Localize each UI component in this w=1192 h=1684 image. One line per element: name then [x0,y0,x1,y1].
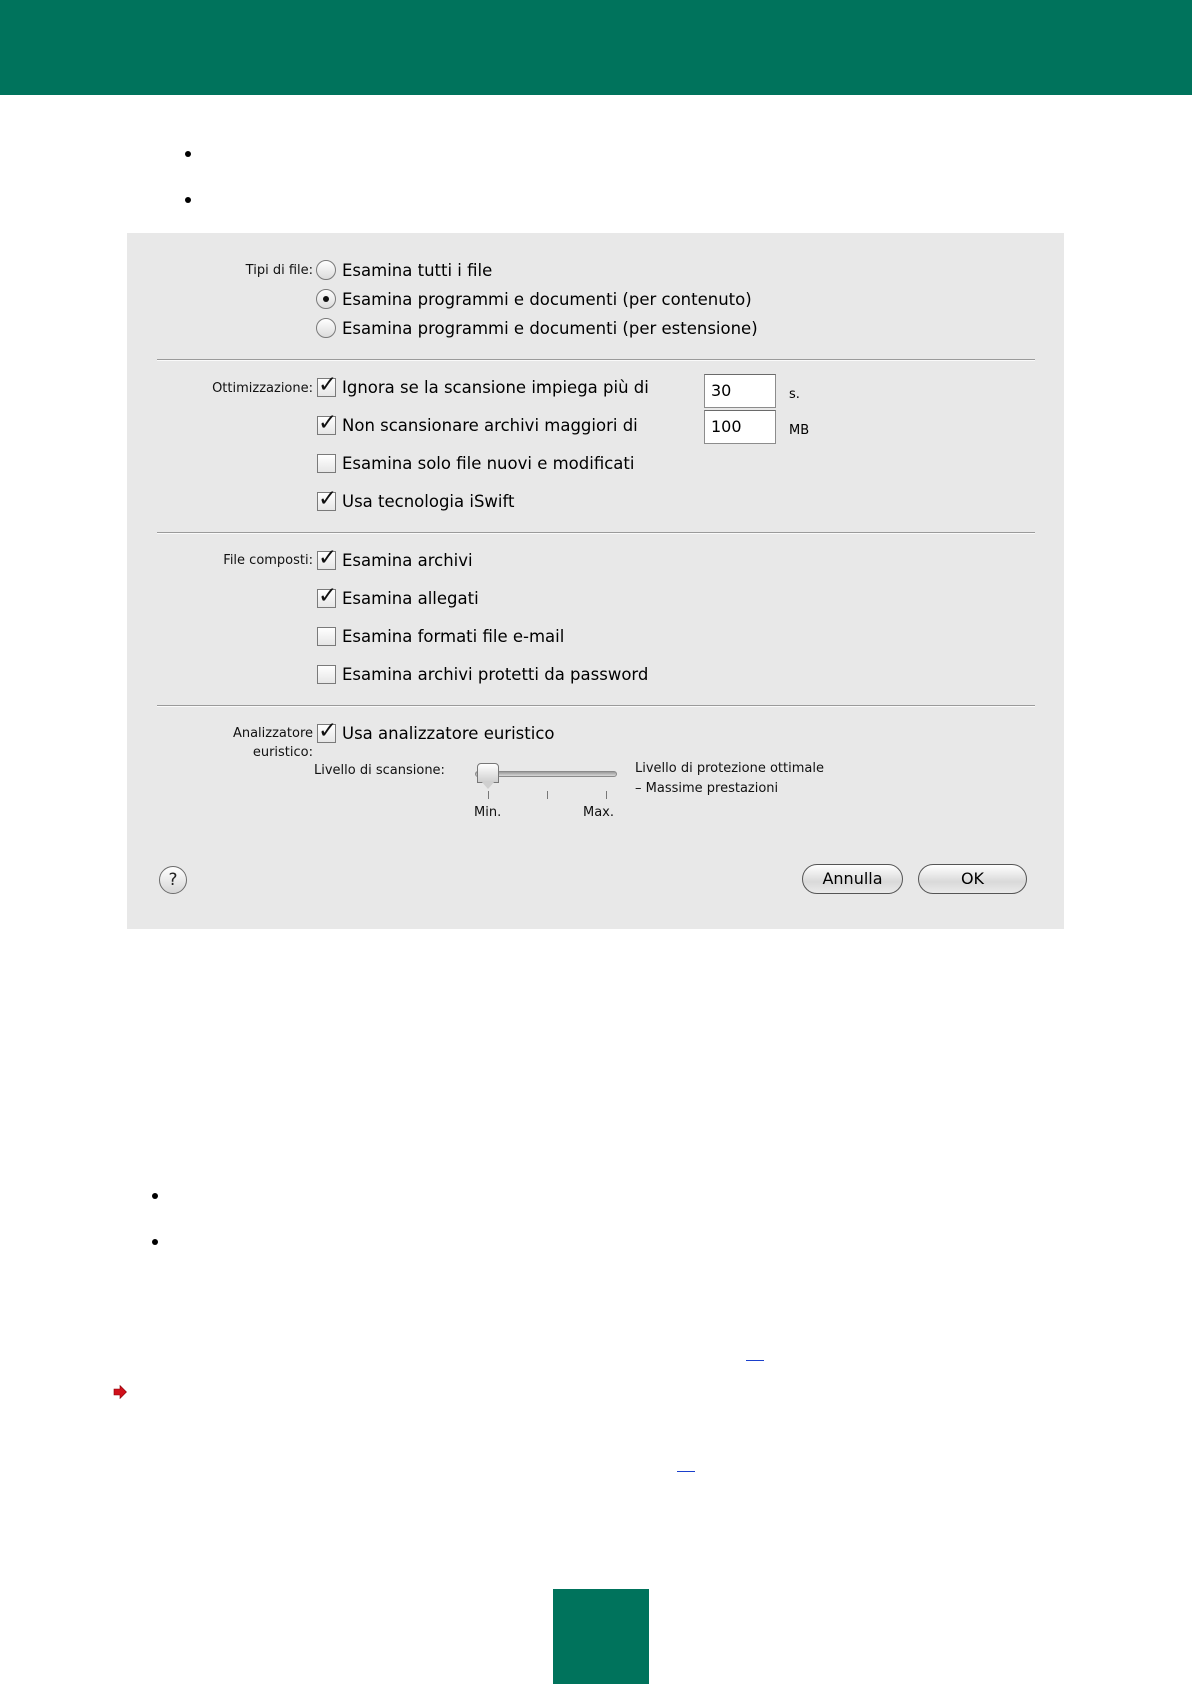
skip-archives-unit: MB [789,423,810,438]
checkbox-skip-archives[interactable] [317,413,638,437]
radio-button-selected-icon[interactable] [316,289,336,309]
heuristic-label-line1: Analizzatore [232,726,313,741]
checkbox-label: Esamina allegati [342,588,479,608]
bullet-icon [185,197,191,203]
skip-time-unit: s. [789,387,800,402]
separator [157,705,1035,707]
heuristic-label [133,724,313,762]
help-button[interactable]: ? [159,866,187,894]
checkbox-label: Usa tecnologia iSwift [342,491,515,511]
checkbox-password-archives[interactable] [317,662,648,686]
checkbox-new-modified[interactable] [317,451,634,475]
radio-all-files[interactable] [316,258,492,282]
radio-label: Esamina tutti i file [342,260,493,280]
slider-tick [606,791,607,799]
checkbox-label: Usa analizzatore euristico [342,723,555,743]
bullet-icon [152,1239,158,1245]
scan-level-slider-thumb[interactable] [477,763,499,783]
checkbox-icon[interactable] [317,627,336,646]
scan-level-description-line1: Livello di protezione ottimale [635,761,824,776]
file-types-label: Tipi di file: [245,263,313,278]
checkbox-label: Esamina archivi [342,550,473,570]
checkbox-icon[interactable] [317,665,336,684]
skip-time-input[interactable]: 30 [704,374,776,408]
checkbox-checked-icon[interactable] [317,416,336,435]
page-number-box [553,1589,649,1684]
skip-archives-input[interactable]: 100 [704,410,776,444]
checkbox-label: Non scansionare archivi maggiori di [342,415,638,435]
slider-tick [488,791,489,799]
cancel-button[interactable]: Annulla [802,864,903,894]
scan-level-description-line2: – Massime prestazioni [635,781,779,796]
link-underline[interactable] [677,1471,695,1472]
ok-button[interactable]: OK [918,864,1027,894]
optimization-label: Ottimizzazione: [212,381,313,396]
checkbox-checked-icon[interactable] [317,492,336,511]
link-underline[interactable] [746,1360,764,1361]
radio-label: Esamina programmi e documenti (per estensione) [342,318,758,338]
checkbox-label: Esamina formati file e-mail [342,626,565,646]
radio-programs-content[interactable] [316,287,752,311]
checkbox-checked-icon[interactable] [317,589,336,608]
scan-level-label: Livello di scansione: [314,763,445,778]
scan-settings-dialog [127,233,1064,929]
checkbox-checked-icon[interactable] [317,724,336,743]
checkbox-archives[interactable] [317,548,473,572]
heuristic-label-line2: euristico: [252,745,313,760]
checkbox-checked-icon[interactable] [317,551,336,570]
slider-max-label: Max. [583,805,615,820]
slider-min-label: Min. [474,805,502,820]
checkbox-icon[interactable] [317,454,336,473]
radio-button-icon[interactable] [316,318,336,338]
radio-button-icon[interactable] [316,260,336,280]
red-arrow-icon [113,1385,127,1399]
checkbox-label: Esamina archivi protetti da password [342,664,649,684]
checkbox-label: Esamina solo file nuovi e modificati [342,453,635,473]
checkbox-label: Ignora se la scansione impiega più di [342,377,649,397]
bullet-icon [152,1193,158,1199]
checkbox-skip-time[interactable] [317,375,649,399]
radio-label: Esamina programmi e documenti (per contenuto) [342,289,752,309]
checkbox-use-heuristic[interactable] [317,721,555,745]
compound-files-label: File composti: [223,553,313,568]
radio-programs-extension[interactable] [316,316,758,340]
separator [157,359,1035,361]
bullet-icon [185,151,191,157]
checkbox-email-formats[interactable] [317,624,564,648]
checkbox-checked-icon[interactable] [317,378,336,397]
separator [157,532,1035,534]
header-banner [0,0,1192,95]
checkbox-attachments[interactable] [317,586,479,610]
slider-tick [547,791,548,799]
checkbox-iswift[interactable] [317,489,515,513]
